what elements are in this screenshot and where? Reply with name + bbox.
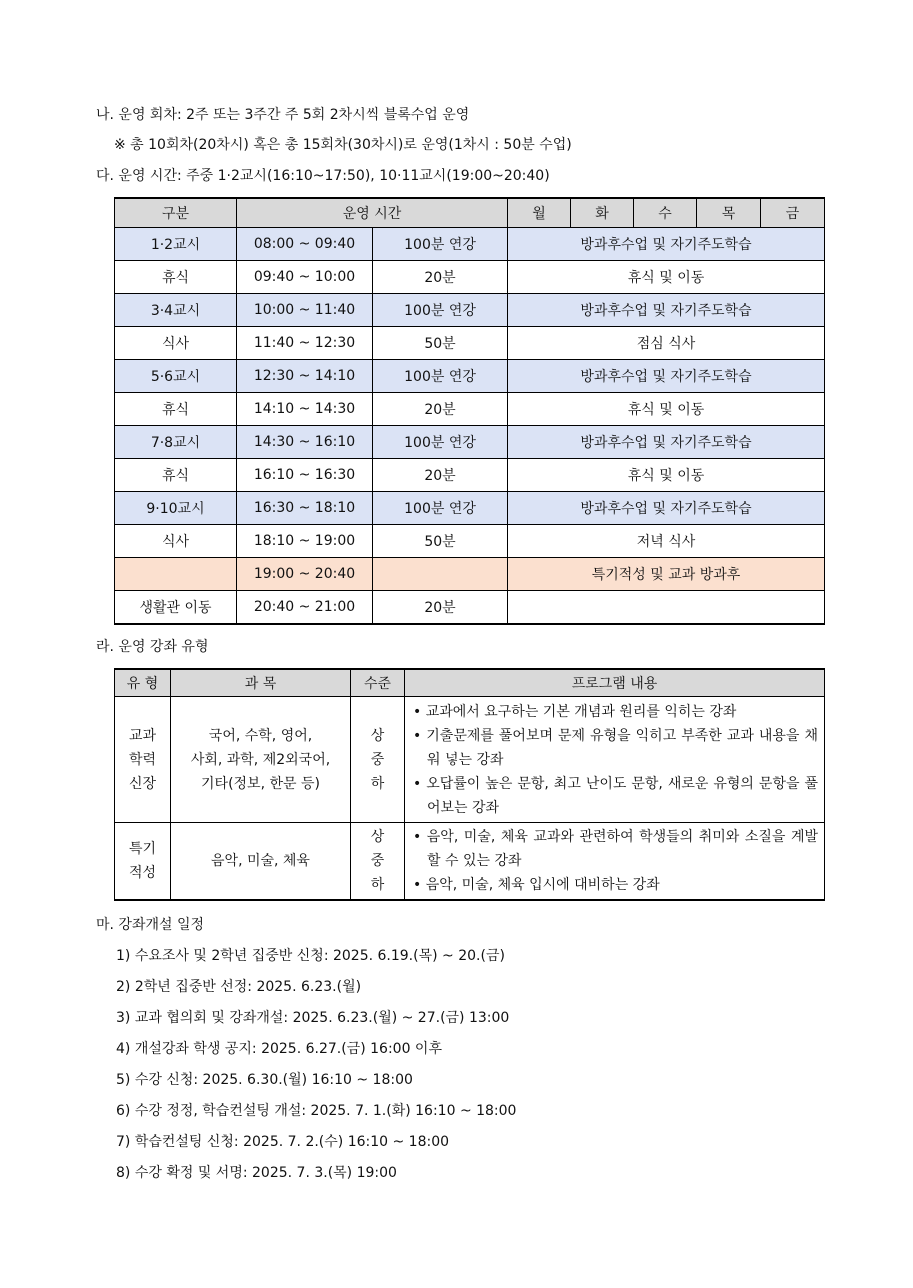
row-duration: 100분 연강: [373, 294, 508, 327]
table-row: [115, 426, 825, 459]
row-activity: [508, 591, 825, 625]
row-duration: 100분 연강: [373, 492, 508, 525]
course-subject-cell: [171, 823, 351, 901]
course-subject-line: 기타(정보, 한문 등): [201, 775, 320, 792]
table-row: [115, 360, 825, 393]
section-na-heading: 나. 운영 회차: 2주 또는 3주간 주 5회 2차시씩 블록수업 운영: [96, 107, 470, 123]
course-subject-cell: [171, 697, 351, 823]
schedule-item: 8) 수강 확정 및 서명: 2025. 7. 3.(목) 19:00: [116, 1165, 397, 1181]
row-duration: 100분 연강: [373, 426, 508, 459]
course-type-cell: [115, 697, 171, 823]
row-activity: 휴식 및 이동: [508, 261, 825, 294]
row-duration: 20분: [373, 591, 508, 625]
row-duration: 20분: [373, 261, 508, 294]
content-bullet: • 기출문제를 풀어보며 문제 유형을 익히고 부족한 교과 내용을 채워 넣는 강좌: [413, 727, 818, 768]
table-row: [115, 327, 825, 360]
row-duration: 20분: [373, 393, 508, 426]
table-row: [115, 294, 825, 327]
row-time: 18:10 ~ 19:00: [237, 525, 373, 558]
row-activity: 휴식 및 이동: [508, 459, 825, 492]
table-row: [115, 228, 825, 261]
row-activity: 저녁 식사: [508, 525, 825, 558]
header-type: 유 형: [115, 669, 171, 697]
row-category: 7·8교시: [115, 426, 237, 459]
course-type-table: [114, 668, 825, 901]
schedule-item: 3) 교과 협의회 및 강좌개설: 2025. 6.23.(월) ~ 27.(금) 13:00: [116, 1010, 510, 1026]
schedule-item: 5) 수강 신청: 2025. 6.30.(월) 16:10 ~ 18:00: [116, 1072, 413, 1088]
course-header-row: [115, 669, 825, 697]
row-time: 08:00 ~ 09:40: [237, 228, 373, 261]
schedule-item: 2) 2학년 집중반 선정: 2025. 6.23.(월): [116, 979, 362, 995]
row-activity: 휴식 및 이동: [508, 393, 825, 426]
schedule-item: 7) 학습컨설팅 신청: 2025. 7. 2.(수) 16:10 ~ 18:00: [116, 1134, 450, 1150]
section-ra-heading: 라. 운영 강좌 유형: [96, 639, 209, 655]
row-activity: 방과후수업 및 자기주도학습: [508, 294, 825, 327]
header-day-tue: 화: [571, 198, 634, 228]
row-time: 16:30 ~ 18:10: [237, 492, 373, 525]
row-duration: 100분 연강: [373, 228, 508, 261]
row-category: 5·6교시: [115, 360, 237, 393]
course-level-cell: [351, 823, 405, 901]
course-level-line: 하: [370, 775, 385, 792]
schedule-table: [114, 197, 825, 625]
content-bullet: • 오답률이 높은 문항, 최고 난이도 문항, 새로운 유형의 문항을 풀어보는 강좌: [413, 775, 818, 816]
course-level-line: 상: [370, 727, 385, 744]
schedule-item: 6) 수강 정정, 학습컨설팅 개설: 2025. 7. 1.(화) 16:10 ~ 18:00: [116, 1103, 517, 1119]
header-time: 운영 시간: [237, 198, 508, 228]
course-subject-line: 국어, 수학, 영어,: [208, 727, 313, 744]
row-duration: 20분: [373, 459, 508, 492]
row-time: 11:40 ~ 12:30: [237, 327, 373, 360]
row-category: 식사: [115, 525, 237, 558]
header-day-mon: 월: [508, 198, 571, 228]
header-subject: 과 목: [171, 669, 351, 697]
content-bullet: • 교과에서 요구하는 기본 개념과 원리를 익히는 강좌: [413, 703, 737, 720]
table-row: [115, 261, 825, 294]
schedule-item: 1) 수요조사 및 2학년 집중반 신청: 2025. 6.19.(목) ~ 20.(금): [116, 948, 505, 964]
row-category: 휴식: [115, 459, 237, 492]
row-time: 09:40 ~ 10:00: [237, 261, 373, 294]
section-na-note: ※ 총 10회차(20차시) 혹은 총 15회차(30차시)로 운영(1차시 : 50분 수업): [114, 137, 572, 153]
course-type-line: 신장: [128, 775, 157, 792]
row-category: [115, 558, 237, 591]
course-type-line: 학력: [128, 751, 157, 768]
course-level-line: 상: [370, 829, 385, 845]
row-time: 12:30 ~ 14:10: [237, 360, 373, 393]
row-category: 휴식: [115, 261, 237, 294]
header-day-thu: 목: [697, 198, 761, 228]
course-type-line: 적성: [128, 865, 157, 881]
table-row: [115, 492, 825, 525]
header-level: 수준: [351, 669, 405, 697]
course-content-cell: [405, 823, 825, 901]
course-type-cell: [115, 823, 171, 901]
table-row: [115, 459, 825, 492]
row-duration: 100분 연강: [373, 360, 508, 393]
row-duration: [373, 558, 508, 591]
row-activity: 방과후수업 및 자기주도학습: [508, 492, 825, 525]
content-bullet: • 음악, 미술, 체육 교과와 관련하여 학생들의 취미와 소질을 계발할 수 있는 강좌: [413, 829, 818, 869]
section-ma-heading: 마. 강좌개설 일정: [96, 917, 205, 933]
row-category: 생활관 이동: [115, 591, 237, 625]
schedule-item: 4) 개설강좌 학생 공지: 2025. 6.27.(금) 16:00 이후: [116, 1041, 442, 1057]
table-row: [115, 697, 825, 823]
row-time: 14:10 ~ 14:30: [237, 393, 373, 426]
row-category: 1·2교시: [115, 228, 237, 261]
table-row: [115, 525, 825, 558]
row-time: 16:10 ~ 16:30: [237, 459, 373, 492]
row-activity: 점심 식사: [508, 327, 825, 360]
content-bullet: • 음악, 미술, 체육 입시에 대비하는 강좌: [413, 877, 660, 893]
course-level-line: 중: [370, 751, 385, 768]
row-time: 19:00 ~ 20:40: [237, 558, 373, 591]
course-level-line: 하: [370, 877, 385, 893]
course-type-line: 특기: [128, 841, 157, 857]
row-category: 9·10교시: [115, 492, 237, 525]
row-time: 10:00 ~ 11:40: [237, 294, 373, 327]
row-activity: 특기적성 및 교과 방과후: [508, 558, 825, 591]
row-activity: 방과후수업 및 자기주도학습: [508, 426, 825, 459]
row-activity: 방과후수업 및 자기주도학습: [508, 360, 825, 393]
course-level-line: 중: [370, 853, 385, 869]
row-time: 14:30 ~ 16:10: [237, 426, 373, 459]
header-day-fri: 금: [761, 198, 825, 228]
course-level-cell: [351, 697, 405, 823]
course-type-line: 교과: [128, 727, 157, 744]
row-category: 3·4교시: [115, 294, 237, 327]
table-row: [115, 393, 825, 426]
table-row: [115, 591, 825, 625]
course-subject-line: 사회, 과학, 제2외국어,: [190, 751, 331, 768]
schedule-header-row: [115, 198, 825, 228]
table-row: [115, 558, 825, 591]
course-content-cell: [405, 697, 825, 823]
row-time: 20:40 ~ 21:00: [237, 591, 373, 625]
row-category: 식사: [115, 327, 237, 360]
header-day-wed: 수: [634, 198, 697, 228]
course-subject-line: 음악, 미술, 체육: [211, 853, 310, 869]
row-duration: 50분: [373, 525, 508, 558]
section-da-heading: 다. 운영 시간: 주중 1·2교시(16:10~17:50), 10·11교시(19:00~20:40): [96, 168, 550, 184]
row-category: 휴식: [115, 393, 237, 426]
row-duration: 50분: [373, 327, 508, 360]
header-content: 프로그램 내용: [405, 669, 825, 697]
table-row: [115, 823, 825, 901]
row-activity: 방과후수업 및 자기주도학습: [508, 228, 825, 261]
header-category: 구분: [115, 198, 237, 228]
